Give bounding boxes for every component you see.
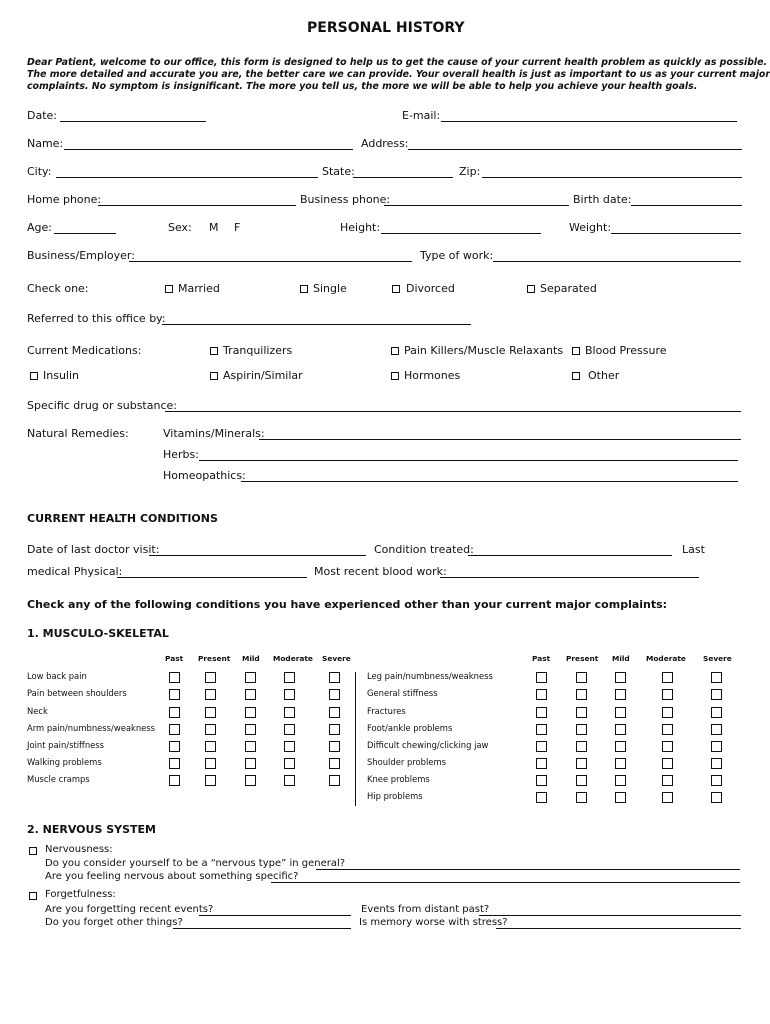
forget-recent-field[interactable]	[199, 915, 351, 916]
condition-checkbox-left[interactable]	[245, 707, 256, 718]
last-doctor-visit-label: Date of last doctor visit:	[27, 543, 160, 556]
home-phone-field[interactable]	[98, 205, 296, 206]
name-label: Name:	[27, 137, 64, 150]
condition-checkbox-right[interactable]	[536, 707, 547, 718]
age-label: Age:	[27, 221, 52, 234]
condition-label-left: Neck	[27, 706, 48, 716]
condition-checkbox-right[interactable]	[576, 775, 587, 786]
condition-checkbox-right[interactable]	[536, 758, 547, 769]
condition-checkbox-right[interactable]	[615, 724, 626, 735]
state-label: State:	[322, 165, 355, 178]
herbs-field[interactable]	[199, 460, 738, 461]
condition-label-right: Shoulder problems	[367, 757, 446, 767]
address-label: Address:	[361, 137, 409, 150]
medical-physical-field[interactable]	[117, 577, 307, 578]
condition-checkbox-right[interactable]	[711, 775, 722, 786]
state-field[interactable]	[353, 177, 453, 178]
homeopathics-label: Homeopathics:	[163, 469, 246, 482]
musculo-heading: 1. MUSCULO-SKELETAL	[27, 627, 169, 640]
pain-killers-label: Pain Killers/Muscle Relaxants	[404, 344, 564, 357]
sex-f-option[interactable]: F	[234, 221, 241, 234]
medical-physical-label: medical Physical:	[27, 565, 123, 578]
condition-checkbox-right[interactable]	[536, 775, 547, 786]
condition-label-left: Walking problems	[27, 757, 102, 767]
weight-field[interactable]	[611, 233, 741, 234]
condition-checkbox-right[interactable]	[576, 724, 587, 735]
sex-label: Sex:	[168, 221, 192, 234]
current-health-heading: CURRENT HEALTH CONDITIONS	[27, 512, 218, 525]
nervousness-checkbox[interactable]	[29, 847, 37, 855]
condition-checkbox-right[interactable]	[576, 758, 587, 769]
condition-checkbox-right[interactable]	[615, 741, 626, 752]
condition-checkbox-right[interactable]	[711, 672, 722, 683]
condition-checkbox-right[interactable]	[711, 689, 722, 700]
forgetfulness-label: Forgetfulness:	[45, 889, 116, 900]
col-moderate-right: Moderate	[646, 654, 686, 663]
married-checkbox[interactable]	[165, 285, 173, 293]
hormones-label: Hormones	[404, 369, 461, 382]
col-severe-right: Severe	[703, 654, 732, 663]
forgetfulness-checkbox[interactable]	[29, 892, 37, 900]
condition-checkbox-right[interactable]	[576, 792, 587, 803]
recent-blood-work-label: Most recent blood work:	[314, 565, 447, 578]
memory-stress-question: Is memory worse with stress?	[359, 917, 508, 928]
condition-label-right: Knee problems	[367, 774, 430, 784]
page-title: PERSONAL HISTORY	[307, 20, 465, 36]
condition-checkbox-left[interactable]	[284, 724, 295, 735]
condition-label-left: Low back pain	[27, 671, 87, 681]
aspirin-label: Aspirin/Similar	[223, 369, 303, 382]
condition-checkbox-left[interactable]	[329, 724, 340, 735]
name-field[interactable]	[64, 149, 353, 150]
condition-checkbox-right[interactable]	[662, 741, 673, 752]
hormones-checkbox[interactable]	[391, 372, 399, 380]
forget-other-field[interactable]	[173, 928, 351, 929]
single-checkbox[interactable]	[300, 285, 308, 293]
condition-checkbox-left[interactable]	[329, 758, 340, 769]
condition-checkbox-left[interactable]	[169, 672, 180, 683]
condition-checkbox-right[interactable]	[662, 672, 673, 683]
distant-past-question: Events from distant past?	[361, 904, 490, 915]
intro-line-2: The more detailed and accurate you are, the better care we can provide. Your overall health is just as important to us as your current major	[27, 69, 770, 80]
specific-drug-field[interactable]	[165, 411, 741, 412]
col-mild-left: Mild	[242, 654, 260, 663]
distant-past-field[interactable]	[479, 915, 741, 916]
date-label: Date:	[27, 109, 57, 122]
col-past-right: Past	[532, 654, 551, 663]
condition-checkbox-right[interactable]	[711, 792, 722, 803]
separated-checkbox[interactable]	[527, 285, 535, 293]
email-field[interactable]	[441, 121, 737, 122]
col-present-right: Present	[566, 654, 599, 663]
address-field[interactable]	[408, 149, 742, 150]
condition-checkbox-right[interactable]	[711, 707, 722, 718]
condition-checkbox-right[interactable]	[576, 707, 587, 718]
condition-checkbox-left[interactable]	[205, 758, 216, 769]
condition-checkbox-right[interactable]	[576, 689, 587, 700]
condition-label-left: Pain between shoulders	[27, 688, 127, 698]
condition-treated-field[interactable]	[468, 555, 672, 556]
condition-checkbox-left[interactable]	[284, 758, 295, 769]
home-phone-label: Home phone:	[27, 193, 102, 206]
other-checkbox[interactable]	[572, 372, 580, 380]
married-label: Married	[178, 282, 220, 295]
natural-remedies-label: Natural Remedies:	[27, 427, 129, 440]
pain-killers-checkbox[interactable]	[391, 347, 399, 355]
divorced-checkbox[interactable]	[392, 285, 400, 293]
condition-checkbox-left[interactable]	[284, 689, 295, 700]
business-phone-field[interactable]	[384, 205, 569, 206]
referred-label: Referred to this office by:	[27, 312, 166, 325]
col-mild-right: Mild	[612, 654, 630, 663]
zip-field[interactable]	[482, 177, 742, 178]
age-field[interactable]	[54, 233, 116, 234]
condition-label-right: Hip problems	[367, 791, 423, 801]
recent-blood-work-field[interactable]	[440, 577, 699, 578]
condition-checkbox-right[interactable]	[662, 689, 673, 700]
condition-checkbox-left[interactable]	[205, 741, 216, 752]
condition-checkbox-left[interactable]	[205, 689, 216, 700]
condition-checkbox-left[interactable]	[329, 741, 340, 752]
condition-checkbox-left[interactable]	[329, 707, 340, 718]
nervous-type-question: Do you consider yourself to be a “nervous type” in general?	[45, 858, 346, 869]
condition-checkbox-right[interactable]	[662, 707, 673, 718]
condition-checkbox-right[interactable]	[662, 758, 673, 769]
condition-label-right: Foot/ankle problems	[367, 723, 453, 733]
birth-date-field[interactable]	[631, 205, 742, 206]
condition-checkbox-right[interactable]	[576, 741, 587, 752]
insulin-label: Insulin	[43, 369, 80, 382]
condition-checkbox-left[interactable]	[169, 689, 180, 700]
condition-checkbox-right[interactable]	[536, 672, 547, 683]
condition-checkbox-left[interactable]	[205, 724, 216, 735]
memory-stress-field[interactable]	[496, 928, 741, 929]
condition-checkbox-left[interactable]	[169, 707, 180, 718]
email-label: E-mail:	[402, 109, 441, 122]
conditions-instruction: Check any of the following conditions you have experienced other than your current major complaints:	[27, 598, 668, 611]
condition-checkbox-right[interactable]	[615, 758, 626, 769]
intro-line-3: complaints. No symptom is insignificant. The more you tell us, the more we will be able to help you achieve your health goals.	[27, 81, 698, 92]
condition-treated-label: Condition treated:	[374, 543, 474, 556]
nervous-type-field[interactable]	[316, 869, 740, 870]
col-past-left: Past	[165, 654, 184, 663]
condition-checkbox-left[interactable]	[169, 758, 180, 769]
business-phone-label: Business phone:	[300, 193, 391, 206]
last-label: Last	[682, 543, 705, 556]
condition-checkbox-left[interactable]	[284, 775, 295, 786]
condition-label-left: Arm pain/numbness/weakness	[27, 723, 156, 733]
condition-label-left: Muscle cramps	[27, 774, 90, 784]
condition-checkbox-left[interactable]	[329, 775, 340, 786]
tranquilizers-checkbox[interactable]	[210, 347, 218, 355]
condition-checkbox-left[interactable]	[329, 689, 340, 700]
condition-checkbox-right[interactable]	[662, 775, 673, 786]
homeopathics-field[interactable]	[241, 481, 738, 482]
aspirin-checkbox[interactable]	[210, 372, 218, 380]
height-label: Height:	[340, 221, 381, 234]
condition-checkbox-left[interactable]	[169, 724, 180, 735]
check-one-label: Check one:	[27, 282, 89, 295]
col-moderate-left: Moderate	[273, 654, 313, 663]
employer-field[interactable]	[129, 261, 412, 262]
condition-checkbox-right[interactable]	[576, 672, 587, 683]
condition-label-left: Joint pain/stiffness	[27, 740, 105, 750]
current-medications-label: Current Medications:	[27, 344, 142, 357]
col-present-left: Present	[198, 654, 231, 663]
insulin-checkbox[interactable]	[30, 372, 38, 380]
condition-label-right: Fractures	[367, 706, 406, 716]
condition-checkbox-right[interactable]	[615, 792, 626, 803]
tranquilizers-label: Tranquilizers	[223, 344, 293, 357]
condition-checkbox-left[interactable]	[245, 758, 256, 769]
condition-checkbox-right[interactable]	[662, 724, 673, 735]
condition-checkbox-right[interactable]	[662, 792, 673, 803]
condition-checkbox-right[interactable]	[615, 689, 626, 700]
height-field[interactable]	[381, 233, 541, 234]
single-label: Single	[313, 282, 347, 295]
condition-checkbox-right[interactable]	[711, 758, 722, 769]
condition-checkbox-left[interactable]	[205, 707, 216, 718]
condition-checkbox-left[interactable]	[284, 672, 295, 683]
type-of-work-field[interactable]	[493, 261, 741, 262]
date-field[interactable]	[60, 121, 206, 122]
condition-checkbox-right[interactable]	[615, 672, 626, 683]
blood-pressure-label: Blood Pressure	[585, 344, 667, 357]
condition-checkbox-right[interactable]	[536, 741, 547, 752]
vitamins-label: Vitamins/Minerals:	[163, 427, 265, 440]
city-field[interactable]	[56, 177, 318, 178]
last-doctor-visit-field[interactable]	[149, 555, 366, 556]
condition-checkbox-right[interactable]	[536, 724, 547, 735]
condition-checkbox-left[interactable]	[284, 741, 295, 752]
referred-field[interactable]	[162, 324, 471, 325]
condition-checkbox-left[interactable]	[205, 672, 216, 683]
blood-pressure-checkbox[interactable]	[572, 347, 580, 355]
sex-m-option[interactable]: M	[209, 221, 219, 234]
condition-checkbox-left[interactable]	[169, 741, 180, 752]
type-of-work-label: Type of work:	[420, 249, 494, 262]
condition-checkbox-right[interactable]	[711, 724, 722, 735]
herbs-label: Herbs:	[163, 448, 199, 461]
condition-label-right: General stiffness	[367, 688, 438, 698]
nervousness-label: Nervousness:	[45, 844, 113, 855]
zip-label: Zip:	[459, 165, 481, 178]
condition-checkbox-right[interactable]	[615, 707, 626, 718]
divorced-label: Divorced	[406, 282, 455, 295]
employer-label: Business/Employer:	[27, 249, 135, 262]
nervous-specific-question: Are you feeling nervous about something specific?	[45, 871, 299, 882]
condition-checkbox-right[interactable]	[536, 792, 547, 803]
column-divider	[355, 672, 356, 806]
specific-drug-label: Specific drug or substance:	[27, 399, 177, 412]
condition-checkbox-left[interactable]	[245, 741, 256, 752]
condition-checkbox-right[interactable]	[711, 741, 722, 752]
condition-checkbox-left[interactable]	[284, 707, 295, 718]
col-severe-left: Severe	[322, 654, 351, 663]
condition-checkbox-left[interactable]	[245, 689, 256, 700]
condition-checkbox-left[interactable]	[245, 724, 256, 735]
vitamins-field[interactable]	[259, 439, 741, 440]
condition-checkbox-right[interactable]	[615, 775, 626, 786]
condition-checkbox-left[interactable]	[245, 672, 256, 683]
city-label: City:	[27, 165, 52, 178]
forget-other-question: Do you forget other things?	[45, 917, 183, 928]
condition-checkbox-left[interactable]	[169, 775, 180, 786]
other-label: Other	[588, 369, 620, 382]
intro-line-1: Dear Patient, welcome to our office, this form is designed to help us to get the cause of your current health problem as quickly as possible.	[27, 57, 768, 68]
separated-label: Separated	[540, 282, 597, 295]
weight-label: Weight:	[569, 221, 612, 234]
condition-checkbox-left[interactable]	[205, 775, 216, 786]
condition-label-right: Leg pain/numbness/weakness	[367, 671, 493, 681]
nervous-specific-field[interactable]	[271, 882, 740, 883]
nervous-heading: 2. NERVOUS SYSTEM	[27, 823, 156, 836]
condition-checkbox-right[interactable]	[536, 689, 547, 700]
forget-recent-question: Are you forgetting recent events?	[45, 904, 214, 915]
condition-checkbox-left[interactable]	[245, 775, 256, 786]
birth-date-label: Birth date:	[573, 193, 632, 206]
condition-checkbox-left[interactable]	[329, 672, 340, 683]
condition-label-right: Difficult chewing/clicking jaw	[367, 740, 489, 750]
